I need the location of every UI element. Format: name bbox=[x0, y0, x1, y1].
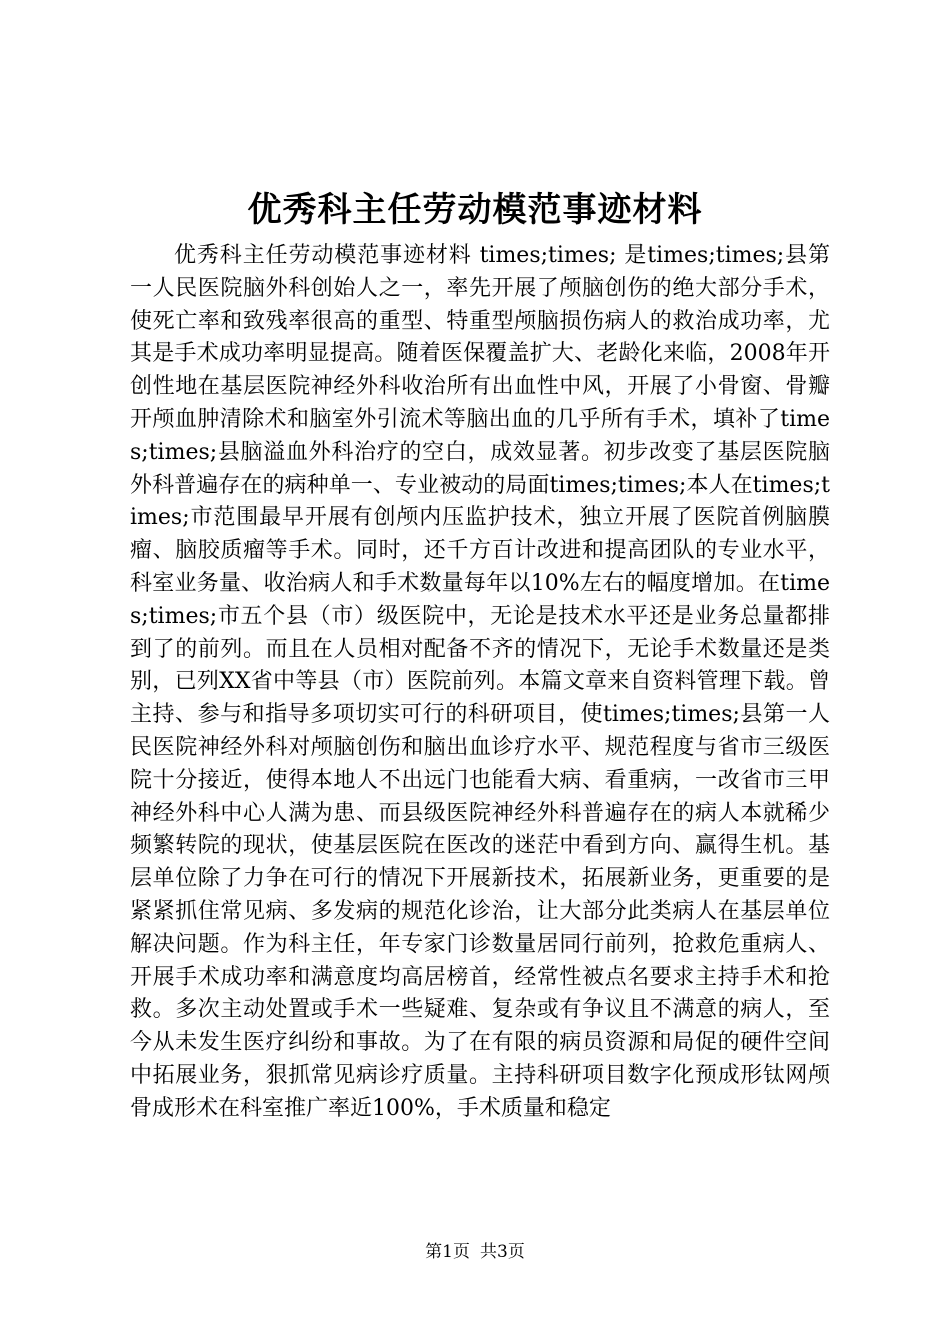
document-body: 优秀科主任劳动模范事迹材料 times;times; 是times;times;县第一人民医院脑外科创始人之一，率先开展了颅脑创伤的绝大部分手术，使死亡率和致残率很高的重型、特重型颅脑损伤病人的救治成功率，尤其是手术成功率明显提高。随着医保覆盖扩大、老龄化来临，2008年开创性地在基层医院神经外科收治所有出血性中风，开展了小骨窗、骨瓣开颅血肿清除术和脑室外引流术等脑出血的几乎所有手术，填补了times;times;县脑溢血外科治疗的空白，成效显著。初步改变了基层医院脑外科普遍存在的病种单一、专业被动的局面times;times;本人在times;times;市范围最早开展有创颅内压监护技术，独立开展了医院首例脑膜瘤、脑胶质瘤等手术。同时，还千方百计改进和提高团队的专业水平，科室业务量、收治病人和手术数量每年以10%左右的幅度增加。在times;times;市五个县（市）级医院中，无论是技术水平还是业务总量都排到了的前列。而且在人员相对配备不齐的情况下，无论手术数量还是类别，已列XX省中等县（市）医院前列。本篇文章来自资料管理下载。曾主持、参与和指导多项切实可行的科研项目，使times;times;县第一人民医院神经外科对颅脑创伤和脑出血诊疗水平、规范程度与省市三级医院十分接近，使得本地人不出远门也能看大病、看重病，一改省市三甲神经外科中心人满为患、而县级医院神经外科普遍存在的病人本就稀少频繁转院的现状，使基层医院在医改的迷茫中看到方向、赢得生机。基层单位除了力争在可行的情况下开展新技术，拓展新业务，更重要的是紧紧抓住常见病、多发病的规范化诊治，让大部分此类病人在基层单位解决问题。作为科主任，年专家门诊数量居同行前列，抢救危重病人、开展手术成功率和满意度均高居榜首，经常性被点名要求主持手术和抢救。多次主动处置或手术一些疑难、复杂或有争议且不满意的病人，至今从未发生医疗纠纷和事故。为了在有限的病员资源和局促的硬件空间中拓展业务，狠抓常见病诊疗质量。主持科研项目数字化预成形钛网颅骨成形术在科室推广率近100%，手术质量和稳定 bbox=[130, 243, 830, 1121]
page-number-current: 第1页 bbox=[425, 1242, 470, 1262]
document-title: 优秀科主任劳动模范事迹材料 bbox=[247, 190, 703, 230]
page-footer bbox=[0, 1240, 950, 1264]
page-number-total: 共3页 bbox=[480, 1242, 525, 1262]
